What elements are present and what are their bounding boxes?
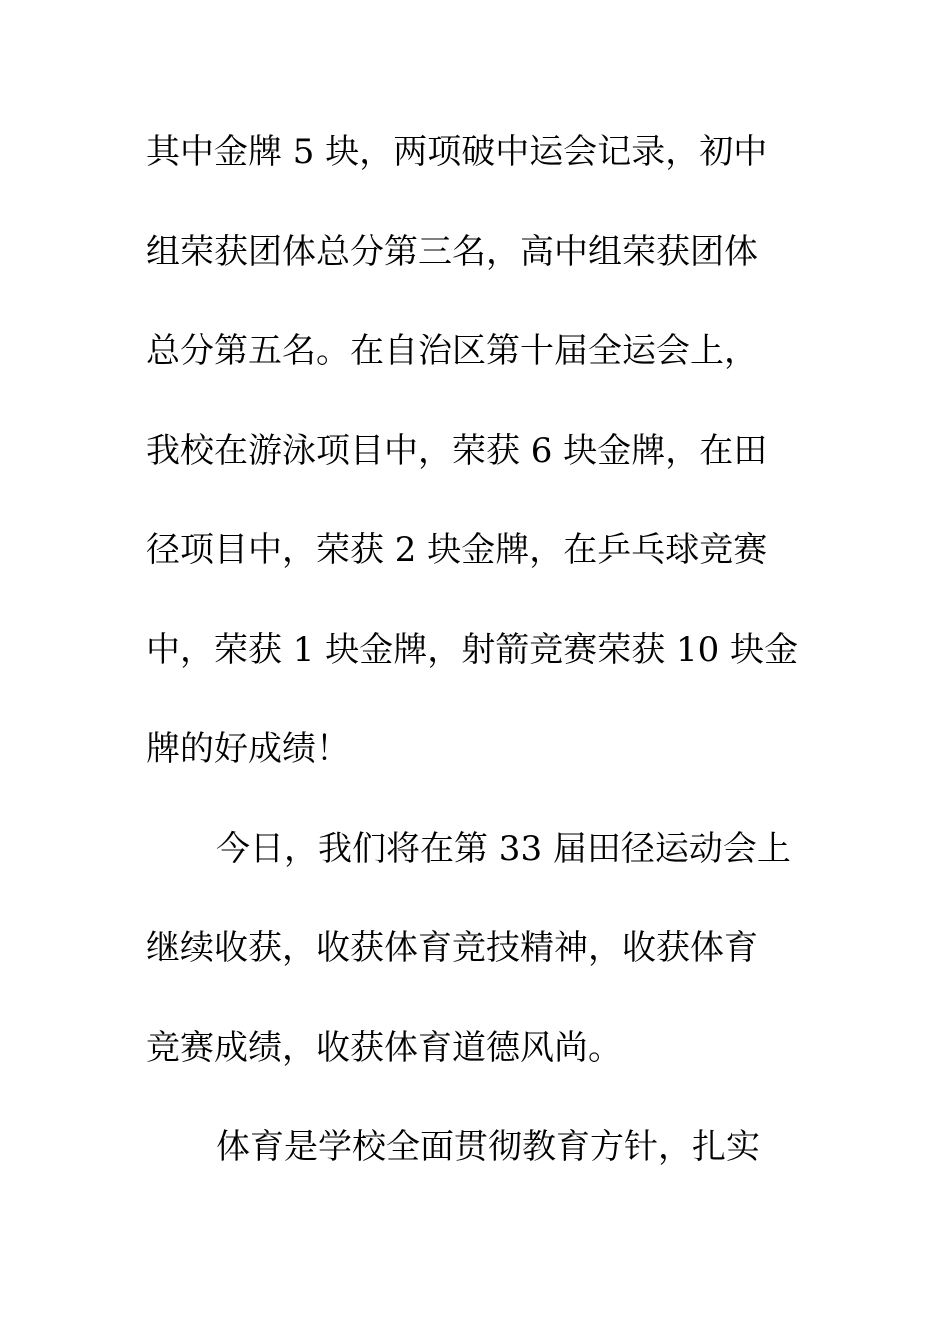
text-line: 组荣获团体总分第三名，高中组荣获团体 xyxy=(146,232,758,272)
text-line: 我校在游泳项目中，荣获 6 块金牌，在田 xyxy=(146,431,768,471)
paragraph-start-line: 体育是学校全面贯彻教育方针，扎实 xyxy=(216,1127,760,1167)
text-line: 牌的好成绩！ xyxy=(146,729,350,769)
text-line: 继续收获，收获体育竞技精神，收获体育 xyxy=(146,928,758,968)
text-line: 其中金牌 5 块，两项破中运会记录，初中 xyxy=(146,132,768,172)
text-line: 径项目中，荣获 2 块金牌，在乒乓球竞赛 xyxy=(146,530,768,570)
paragraph-start-line: 今日，我们将在第 33 届田径运动会上 xyxy=(216,829,791,869)
text-line: 中，荣获 1 块金牌，射箭竞赛荣获 10 块金 xyxy=(146,630,799,670)
text-line: 总分第五名。在自治区第十届全运会上， xyxy=(146,331,758,371)
text-line: 竞赛成绩，收获体育道德风尚。 xyxy=(146,1028,622,1068)
